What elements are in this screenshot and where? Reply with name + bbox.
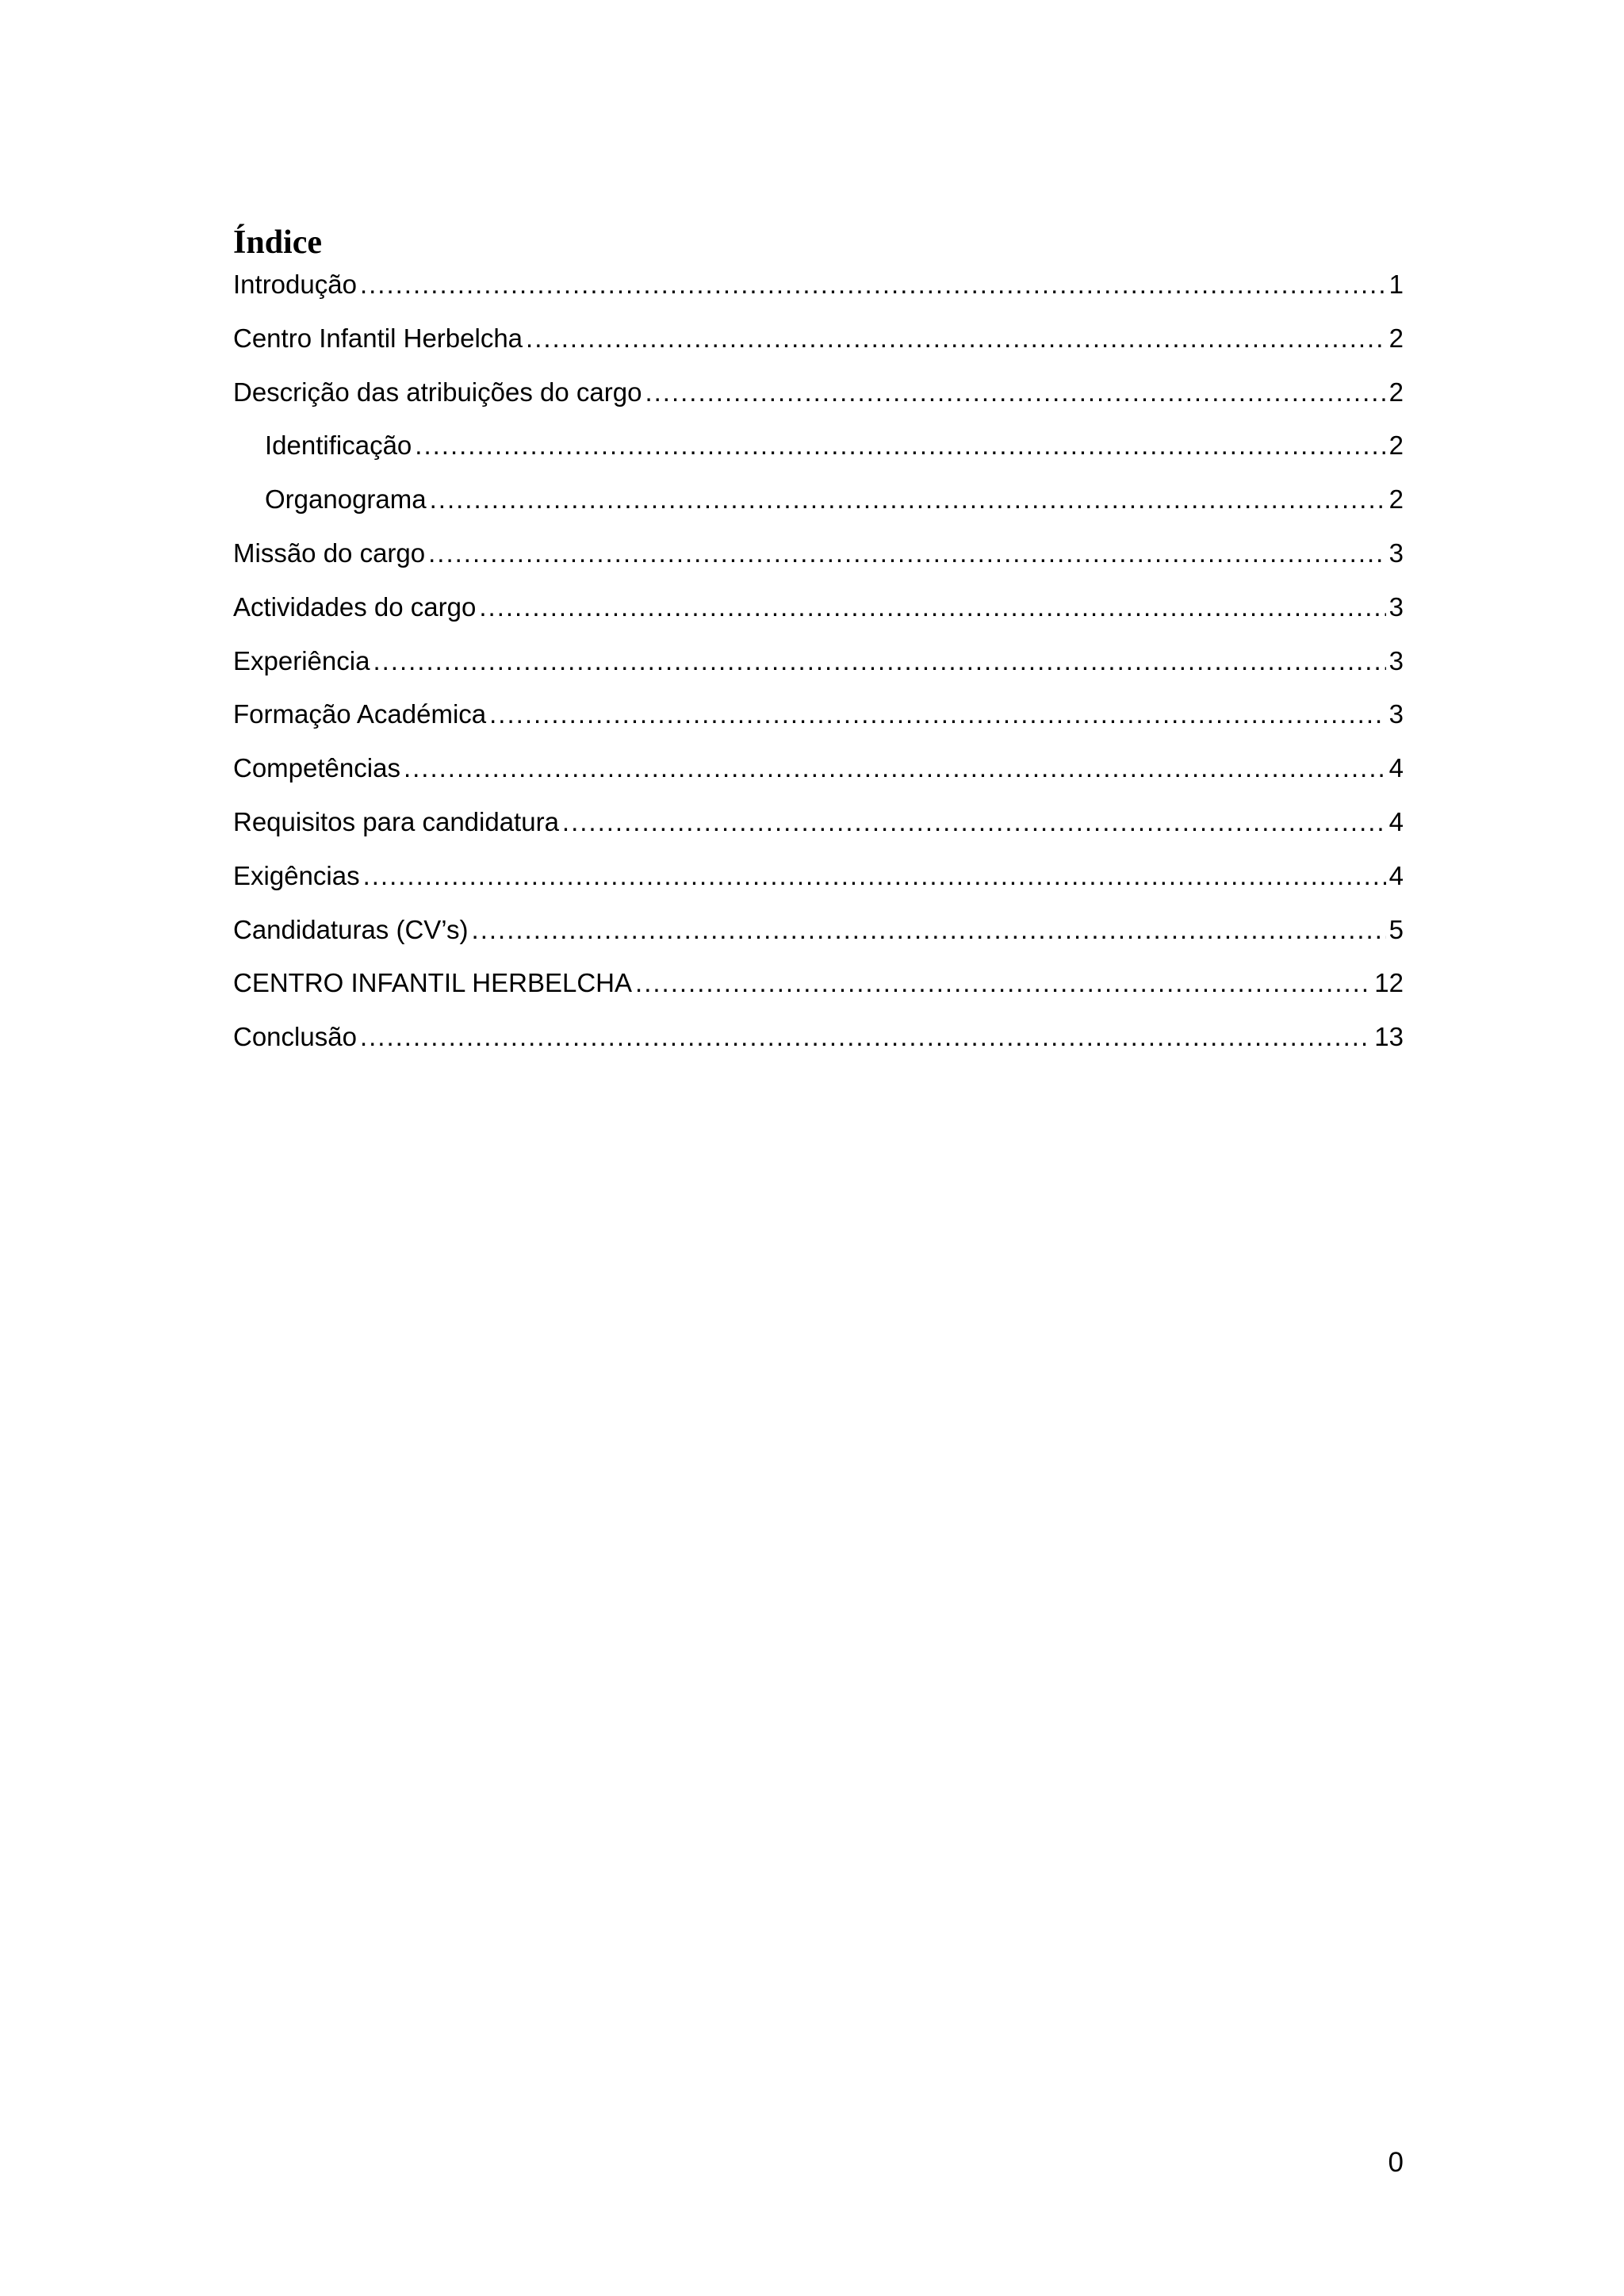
toc-entry-conclusao[interactable]: [233, 1020, 1404, 1074]
toc-entry-missao-cargo[interactable]: [233, 537, 1404, 591]
toc-entry-page: 2: [1388, 323, 1404, 353]
toc-entry-introducao[interactable]: [233, 268, 1404, 322]
toc-dot-leader: [373, 645, 1385, 678]
toc-entry-title: Actividades do cargo: [233, 591, 477, 622]
toc-entry-title: Conclusão: [233, 1022, 357, 1052]
toc-entry-title: Centro Infantil Herbelcha: [233, 323, 523, 353]
toc-entry-title: Competências: [233, 753, 400, 783]
toc-dot-leader: [635, 966, 1371, 1000]
toc-entry-exigencias[interactable]: [233, 859, 1404, 913]
toc-entry-title: Descrição das atribuições do cargo: [233, 377, 642, 407]
table-of-contents: [233, 268, 1404, 1074]
toc-entry-page: 4: [1388, 860, 1404, 890]
toc-dot-leader: [360, 268, 1386, 301]
toc-dot-leader: [489, 698, 1386, 731]
toc-entry-page: 2: [1388, 377, 1404, 407]
toc-dot-leader: [404, 752, 1386, 785]
toc-entry-page: 1: [1388, 270, 1404, 299]
page-number: 0: [1388, 2147, 1404, 2178]
toc-entry-title: Candidaturas (CV’s): [233, 914, 469, 944]
toc-entry-organograma[interactable]: [233, 483, 1404, 537]
toc-entry-candidaturas[interactable]: [233, 913, 1404, 967]
toc-entry-page: 2: [1388, 484, 1404, 515]
toc-dot-leader: [430, 483, 1386, 516]
toc-entry-page: 4: [1388, 753, 1404, 783]
toc-dot-leader: [526, 322, 1386, 355]
toc-entry-page: 13: [1374, 1022, 1404, 1052]
toc-entry-title: Requisitos para candidatura: [233, 806, 559, 836]
toc-entry-experiencia[interactable]: [233, 645, 1404, 698]
toc-entry-title: Experiência: [233, 645, 370, 675]
toc-entry-page: 3: [1388, 645, 1404, 675]
toc-entry-identificacao[interactable]: [233, 429, 1404, 483]
toc-entry-descricao-atribuicoes[interactable]: [233, 376, 1404, 430]
toc-entry-centro-infantil[interactable]: [233, 322, 1404, 376]
toc-dot-leader: [363, 859, 1386, 893]
toc-entry-page: 12: [1374, 968, 1404, 998]
toc-dot-leader: [415, 429, 1385, 462]
toc-entry-formacao-academica[interactable]: [233, 698, 1404, 752]
toc-entry-title: Identificação: [265, 430, 412, 461]
toc-entry-page: 5: [1388, 914, 1404, 944]
toc-dot-leader: [472, 913, 1386, 947]
toc-dot-leader: [479, 591, 1385, 624]
toc-entry-page: 3: [1388, 591, 1404, 622]
toc-dot-leader: [428, 537, 1386, 570]
toc-entry-title: Formação Académica: [233, 699, 487, 729]
toc-entry-title: Exigências: [233, 860, 360, 890]
toc-entry-page: 3: [1388, 538, 1404, 568]
toc-heading: Índice: [233, 224, 323, 261]
toc-entry-actividades-cargo[interactable]: [233, 591, 1404, 645]
toc-entry-page: 2: [1388, 430, 1404, 461]
toc-entry-page: 3: [1388, 699, 1404, 729]
toc-entry-requisitos-candidatura[interactable]: [233, 806, 1404, 859]
toc-entry-title: CENTRO INFANTIL HERBELCHA: [233, 968, 633, 998]
toc-entry-title: Organograma: [265, 484, 427, 515]
toc-dot-leader: [645, 376, 1385, 409]
toc-dot-leader: [360, 1020, 1371, 1054]
toc-entry-title: Introdução: [233, 270, 357, 299]
toc-dot-leader: [562, 806, 1386, 839]
toc-entry-title: Missão do cargo: [233, 538, 426, 568]
toc-entry-competencias[interactable]: [233, 752, 1404, 806]
toc-entry-page: 4: [1388, 806, 1404, 836]
toc-entry-centro-infantil-upper[interactable]: [233, 966, 1404, 1020]
